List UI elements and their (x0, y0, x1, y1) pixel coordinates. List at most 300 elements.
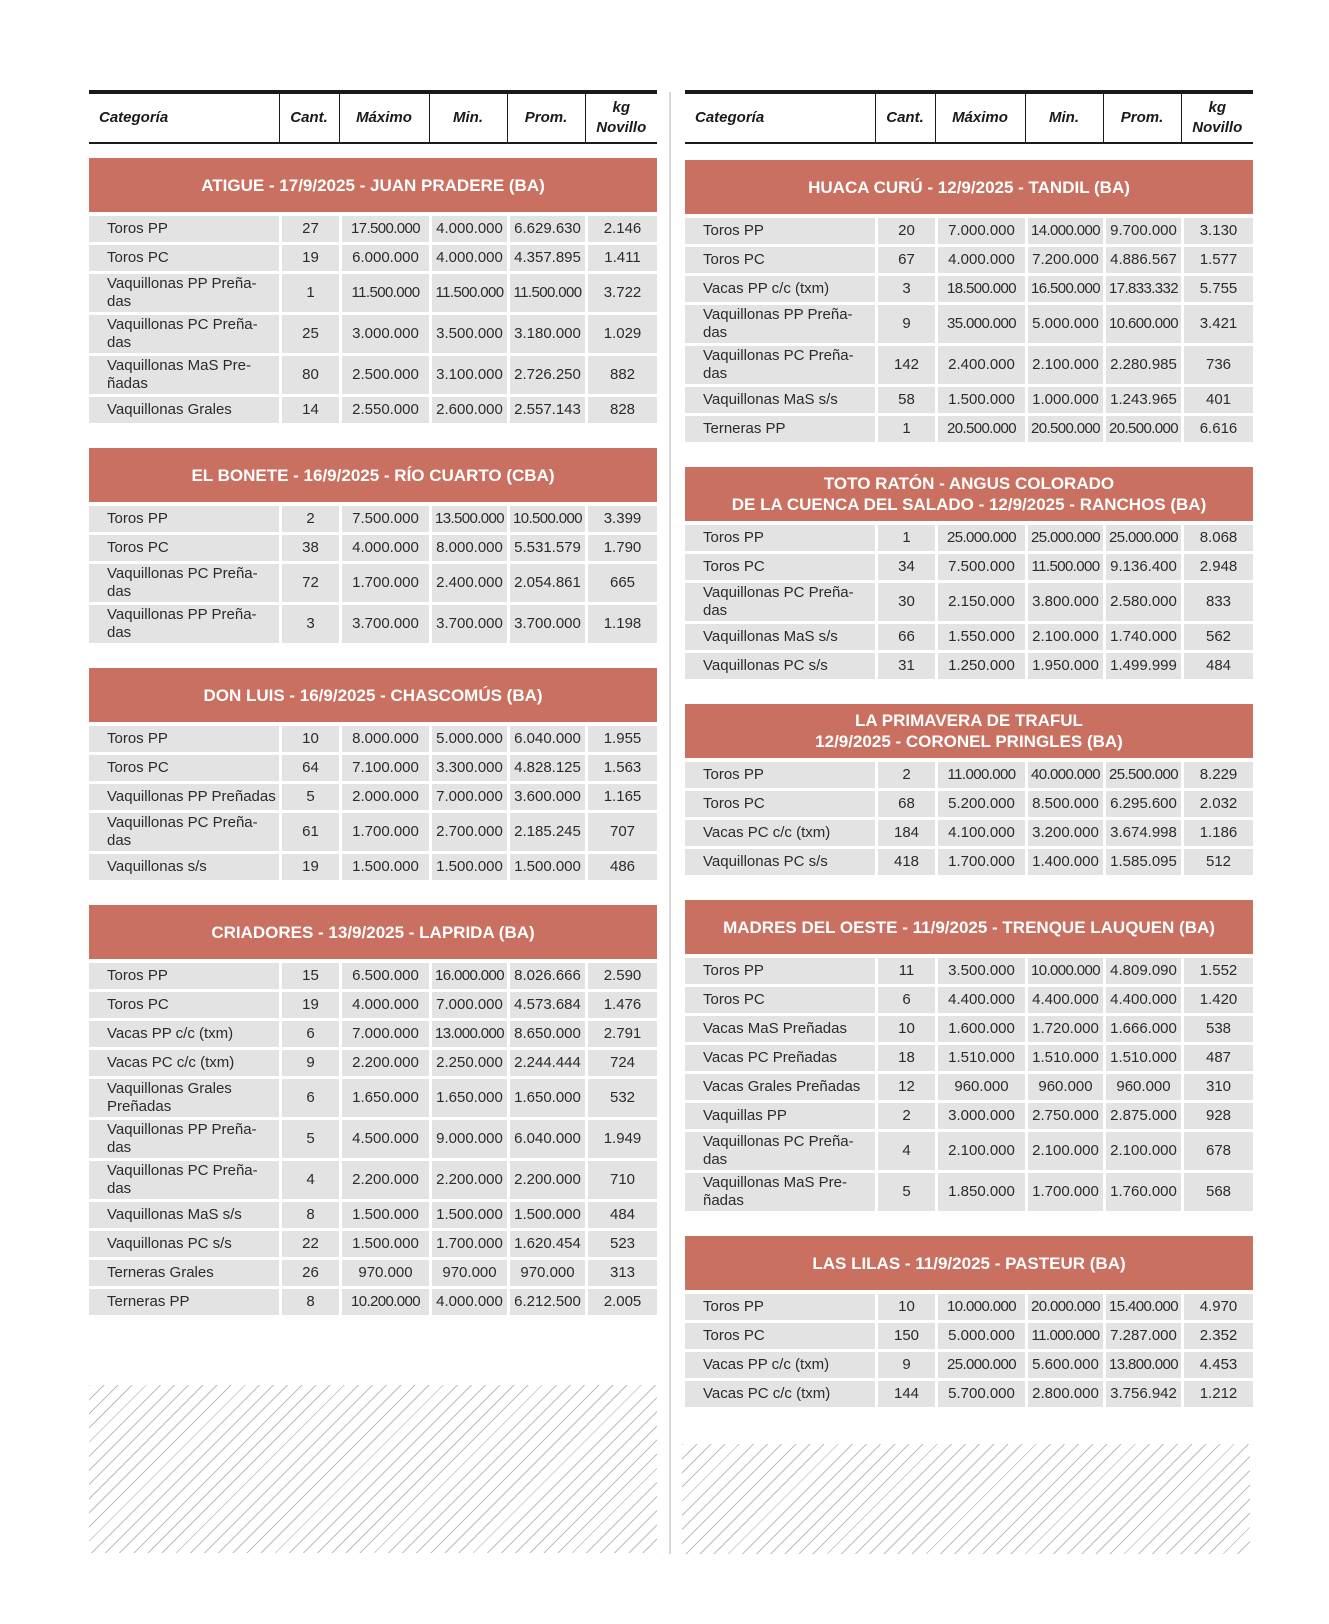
cell-prom: 15.400.000 (1103, 1294, 1181, 1320)
cell-categoria: Vacas PC Preñadas (685, 1045, 875, 1071)
table-row (685, 849, 1253, 875)
cell-maximo: 2.550.000 (339, 397, 429, 423)
cell-maximo: 25.000.000 (935, 525, 1025, 551)
cell-cant: 1 (875, 525, 935, 551)
cell-maximo: 3.000.000 (935, 1103, 1025, 1129)
table-row (685, 1132, 1253, 1170)
table-row (89, 535, 657, 561)
cell-maximo: 25.000.000 (935, 1352, 1025, 1378)
header-categoria: Categoría (695, 109, 765, 126)
cell-min: 2.250.000 (429, 1050, 507, 1076)
cell-cant: 80 (279, 356, 339, 394)
cell-categoria: Vacas PC c/c (txm) (685, 820, 875, 846)
cell-cant: 10 (875, 1294, 935, 1320)
table-row (685, 247, 1253, 273)
cell-cant: 66 (875, 624, 935, 650)
cell-kg-novillo: 310 (1181, 1074, 1253, 1100)
cell-kg-novillo: 8.229 (1181, 762, 1253, 788)
cell-min: 8.000.000 (429, 535, 507, 561)
column-header (685, 90, 1253, 144)
cell-maximo: 1.650.000 (339, 1079, 429, 1117)
cell-prom: 2.185.245 (507, 813, 585, 851)
cell-kg-novillo: 1.212 (1181, 1381, 1253, 1407)
cell-cant: 61 (279, 813, 339, 851)
cell-maximo: 3.700.000 (339, 605, 429, 643)
cell-min: 2.750.000 (1025, 1103, 1103, 1129)
right-sections (685, 160, 1253, 1410)
cell-cant: 15 (279, 963, 339, 989)
cell-min: 13.000.000 (429, 1021, 507, 1047)
header-prom: Prom. (1103, 92, 1181, 143)
cell-maximo: 3.000.000 (339, 315, 429, 353)
cell-cant: 18 (875, 1045, 935, 1071)
table-row (685, 583, 1253, 621)
cell-kg-novillo: 1.165 (585, 784, 657, 810)
cell-min: 8.500.000 (1025, 791, 1103, 817)
cell-prom: 1.510.000 (1103, 1045, 1181, 1071)
cell-min: 2.100.000 (1025, 346, 1103, 384)
table-row (685, 346, 1253, 384)
cell-categoria: Vaquillonas MaS Pre- ñadas (89, 356, 279, 394)
cell-maximo: 1.510.000 (935, 1045, 1025, 1071)
cell-prom: 1.650.000 (507, 1079, 585, 1117)
table-row (89, 274, 657, 312)
cell-maximo: 4.400.000 (935, 987, 1025, 1013)
cell-min: 5.600.000 (1025, 1352, 1103, 1378)
left-column (89, 90, 657, 1318)
cell-categoria: Toros PC (685, 987, 875, 1013)
cell-maximo: 1.250.000 (935, 653, 1025, 679)
cell-kg-novillo: 1.949 (585, 1120, 657, 1158)
cell-min: 1.650.000 (429, 1079, 507, 1117)
table-row (685, 525, 1253, 551)
cell-prom: 1.499.999 (1103, 653, 1181, 679)
cell-kg-novillo: 5.755 (1181, 276, 1253, 302)
cell-cant: 19 (279, 245, 339, 271)
cell-kg-novillo: 2.005 (585, 1289, 657, 1315)
cell-prom: 7.287.000 (1103, 1323, 1181, 1349)
cell-prom: 4.573.684 (507, 992, 585, 1018)
cell-kg-novillo: 4.453 (1181, 1352, 1253, 1378)
cell-maximo: 2.100.000 (935, 1132, 1025, 1170)
cell-maximo: 35.000.000 (935, 305, 1025, 343)
cell-prom: 3.756.942 (1103, 1381, 1181, 1407)
cell-prom: 2.875.000 (1103, 1103, 1181, 1129)
cell-prom: 1.760.000 (1103, 1173, 1181, 1211)
cell-min: 20.500.000 (1025, 416, 1103, 442)
cell-prom: 4.400.000 (1103, 987, 1181, 1013)
cell-categoria: Vacas PP c/c (txm) (89, 1021, 279, 1047)
table-row (685, 1103, 1253, 1129)
cell-prom: 6.040.000 (507, 1120, 585, 1158)
cell-maximo: 2.150.000 (935, 583, 1025, 621)
cell-cant: 1 (279, 274, 339, 312)
cell-kg-novillo: 828 (585, 397, 657, 423)
cell-min: 2.700.000 (429, 813, 507, 851)
cell-min: 5.000.000 (429, 726, 507, 752)
section-table (685, 522, 1253, 682)
cell-cant: 1 (875, 416, 935, 442)
cell-prom: 2.100.000 (1103, 1132, 1181, 1170)
cell-categoria: Toros PP (89, 726, 279, 752)
cell-categoria: Vacas PP c/c (txm) (685, 1352, 875, 1378)
cell-min: 7.200.000 (1025, 247, 1103, 273)
cell-cant: 9 (875, 305, 935, 343)
header-kg-novillo: kg Novillo (1181, 92, 1253, 143)
cell-cant: 10 (875, 1016, 935, 1042)
cell-min: 3.200.000 (1025, 820, 1103, 846)
cell-min: 20.000.000 (1025, 1294, 1103, 1320)
cell-cant: 68 (875, 791, 935, 817)
cell-prom: 25.500.000 (1103, 762, 1181, 788)
cell-prom: 1.620.454 (507, 1231, 585, 1257)
cell-categoria: Toros PC (89, 755, 279, 781)
cell-maximo: 6.000.000 (339, 245, 429, 271)
cell-prom: 2.280.985 (1103, 346, 1181, 384)
cell-prom: 3.674.998 (1103, 820, 1181, 846)
section-title-text: EL BONETE - 16/9/2025 - RÍO CUARTO (CBA) (191, 465, 555, 485)
cell-maximo: 18.500.000 (935, 276, 1025, 302)
cell-maximo: 6.500.000 (339, 963, 429, 989)
cell-categoria: Vaquillonas PP Preña- das (89, 1120, 279, 1158)
cell-categoria: Vaquillonas PC Preña- das (89, 1161, 279, 1199)
section-table (89, 723, 657, 883)
cell-min: 4.000.000 (429, 216, 507, 242)
cell-categoria: Vaquillonas PC Preña- das (89, 813, 279, 851)
table-row (89, 216, 657, 242)
cell-min: 1.700.000 (429, 1231, 507, 1257)
cell-kg-novillo: 1.552 (1181, 958, 1253, 984)
cell-cant: 144 (875, 1381, 935, 1407)
cell-min: 5.000.000 (1025, 305, 1103, 343)
cell-prom: 4.828.125 (507, 755, 585, 781)
cell-min: 2.100.000 (1025, 1132, 1103, 1170)
cell-maximo: 3.500.000 (935, 958, 1025, 984)
cell-kg-novillo: 1.420 (1181, 987, 1253, 1013)
cell-cant: 184 (875, 820, 935, 846)
cell-categoria: Vacas PC c/c (txm) (685, 1381, 875, 1407)
cell-min: 2.400.000 (429, 564, 507, 602)
cell-categoria: Terneras PP (685, 416, 875, 442)
cell-kg-novillo: 1.577 (1181, 247, 1253, 273)
cell-prom: 1.243.965 (1103, 387, 1181, 413)
cell-kg-novillo: 665 (585, 564, 657, 602)
table-row (685, 624, 1253, 650)
cell-kg-novillo: 1.955 (585, 726, 657, 752)
section-title-text: CRIADORES - 13/9/2025 - LAPRIDA (BA) (211, 922, 535, 942)
cell-cant: 10 (279, 726, 339, 752)
section-table (89, 503, 657, 646)
cell-maximo: 1.700.000 (339, 564, 429, 602)
cell-prom: 17.833.332 (1103, 276, 1181, 302)
hatched-filler (89, 1385, 657, 1553)
cell-maximo: 4.000.000 (339, 535, 429, 561)
cell-cant: 9 (279, 1050, 339, 1076)
section-table (685, 1291, 1253, 1410)
table-row (685, 791, 1253, 817)
column-divider (669, 92, 671, 1554)
table-row (89, 1161, 657, 1199)
cell-cant: 38 (279, 535, 339, 561)
table-row (685, 1045, 1253, 1071)
cell-kg-novillo: 2.791 (585, 1021, 657, 1047)
cell-maximo: 7.100.000 (339, 755, 429, 781)
cell-kg-novillo: 484 (1181, 653, 1253, 679)
cell-min: 40.000.000 (1025, 762, 1103, 788)
cell-maximo: 10.000.000 (935, 1294, 1025, 1320)
cell-kg-novillo: 2.146 (585, 216, 657, 242)
cell-maximo: 4.500.000 (339, 1120, 429, 1158)
table-row (89, 813, 657, 851)
cell-prom: 2.200.000 (507, 1161, 585, 1199)
cell-categoria: Vaquillonas PP Preña- das (89, 605, 279, 643)
cell-maximo: 5.200.000 (935, 791, 1025, 817)
table-row (89, 245, 657, 271)
auction-section (89, 668, 657, 883)
cell-kg-novillo: 538 (1181, 1016, 1253, 1042)
table-row (89, 1079, 657, 1117)
cell-categoria: Vaquillonas MaS s/s (685, 387, 875, 413)
cell-kg-novillo: 562 (1181, 624, 1253, 650)
cell-cant: 5 (279, 784, 339, 810)
cell-prom: 8.650.000 (507, 1021, 585, 1047)
cell-maximo: 7.500.000 (339, 506, 429, 532)
cell-cant: 30 (875, 583, 935, 621)
cell-maximo: 1.500.000 (339, 1202, 429, 1228)
cell-kg-novillo: 736 (1181, 346, 1253, 384)
cell-min: 2.600.000 (429, 397, 507, 423)
cell-maximo: 2.400.000 (935, 346, 1025, 384)
cell-kg-novillo: 1.563 (585, 755, 657, 781)
section-title (685, 467, 1253, 521)
cell-categoria: Toros PC (685, 247, 875, 273)
cell-cant: 2 (875, 762, 935, 788)
section-title (89, 905, 657, 959)
cell-categoria: Toros PP (89, 506, 279, 532)
section-title-text: ATIGUE - 17/9/2025 - JUAN PRADERE (BA) (201, 175, 545, 195)
cell-prom: 20.500.000 (1103, 416, 1181, 442)
cell-prom: 3.180.000 (507, 315, 585, 353)
cell-maximo: 20.500.000 (935, 416, 1025, 442)
cell-kg-novillo: 568 (1181, 1173, 1253, 1211)
section-title (89, 448, 657, 502)
table-row (89, 854, 657, 880)
cell-maximo: 960.000 (935, 1074, 1025, 1100)
auction-section (685, 160, 1253, 445)
section-title-text: DON LUIS - 16/9/2025 - CHASCOMÚS (BA) (203, 685, 543, 705)
cell-prom: 4.809.090 (1103, 958, 1181, 984)
cell-cant: 6 (875, 987, 935, 1013)
cell-maximo: 970.000 (339, 1260, 429, 1286)
cell-categoria: Vaquillonas MaS s/s (89, 1202, 279, 1228)
cell-categoria: Toros PP (685, 1294, 875, 1320)
cell-cant: 19 (279, 992, 339, 1018)
cell-categoria: Vaquillonas PC Preña- das (89, 315, 279, 353)
header-cant: Cant. (875, 92, 935, 143)
section-table (685, 759, 1253, 878)
table-row (89, 726, 657, 752)
cell-categoria: Vaquillonas PC s/s (685, 653, 875, 679)
cell-prom: 13.800.000 (1103, 1352, 1181, 1378)
header-cant: Cant. (279, 92, 339, 143)
section-title (685, 900, 1253, 954)
cell-cant: 418 (875, 849, 935, 875)
cell-min: 4.000.000 (429, 1289, 507, 1315)
cell-min: 1.700.000 (1025, 1173, 1103, 1211)
cell-cant: 8 (279, 1202, 339, 1228)
cell-categoria: Vaquillonas PC Preña- das (685, 346, 875, 384)
table-row (685, 1381, 1253, 1407)
section-title-text: LAS LILAS - 11/9/2025 - PASTEUR (BA) (812, 1253, 1126, 1273)
table-row (89, 1260, 657, 1286)
table-row (89, 605, 657, 643)
table-row (685, 820, 1253, 846)
cell-cant: 6 (279, 1021, 339, 1047)
table-row (89, 1231, 657, 1257)
cell-min: 9.000.000 (429, 1120, 507, 1158)
cell-prom: 2.054.861 (507, 564, 585, 602)
cell-prom: 4.357.895 (507, 245, 585, 271)
cell-maximo: 17.500.000 (339, 216, 429, 242)
cell-maximo: 1.850.000 (935, 1173, 1025, 1211)
column-header (89, 90, 657, 144)
cell-prom: 6.295.600 (1103, 791, 1181, 817)
section-title (89, 668, 657, 722)
section-table (89, 213, 657, 426)
cell-maximo: 7.500.000 (935, 554, 1025, 580)
section-title (685, 1236, 1253, 1290)
cell-min: 2.800.000 (1025, 1381, 1103, 1407)
cell-cant: 72 (279, 564, 339, 602)
cell-kg-novillo: 2.352 (1181, 1323, 1253, 1349)
cell-maximo: 4.000.000 (935, 247, 1025, 273)
table-row (685, 958, 1253, 984)
table-row (89, 755, 657, 781)
cell-maximo: 10.200.000 (339, 1289, 429, 1315)
cell-maximo: 2.500.000 (339, 356, 429, 394)
cell-maximo: 2.000.000 (339, 784, 429, 810)
cell-kg-novillo: 8.068 (1181, 525, 1253, 551)
table-row (89, 963, 657, 989)
table-row (685, 416, 1253, 442)
cell-cant: 150 (875, 1323, 935, 1349)
cell-cant: 67 (875, 247, 935, 273)
cell-kg-novillo: 928 (1181, 1103, 1253, 1129)
table-row (89, 992, 657, 1018)
header-min: Min. (1025, 92, 1103, 143)
cell-min: 11.000.000 (1025, 1323, 1103, 1349)
table-row (89, 1050, 657, 1076)
cell-min: 960.000 (1025, 1074, 1103, 1100)
cell-cant: 8 (279, 1289, 339, 1315)
cell-kg-novillo: 1.198 (585, 605, 657, 643)
cell-kg-novillo: 401 (1181, 387, 1253, 413)
cell-kg-novillo: 313 (585, 1260, 657, 1286)
table-row (685, 762, 1253, 788)
cell-prom: 960.000 (1103, 1074, 1181, 1100)
cell-min: 16.000.000 (429, 963, 507, 989)
cell-maximo: 1.700.000 (339, 813, 429, 851)
table-row (89, 315, 657, 353)
section-title-text: TOTO RATÓN - ANGUS COLORADO DE LA CUENCA DEL SALADO - 12/9/2025 - RANCHOS (BA) (731, 474, 1207, 514)
cell-prom: 3.600.000 (507, 784, 585, 810)
cell-cant: 58 (875, 387, 935, 413)
cell-min: 7.000.000 (429, 992, 507, 1018)
cell-cant: 6 (279, 1079, 339, 1117)
cell-min: 3.800.000 (1025, 583, 1103, 621)
cell-categoria: Vaquillas PP (685, 1103, 875, 1129)
auction-section (685, 704, 1253, 878)
table-row (89, 1289, 657, 1315)
cell-prom: 2.580.000 (1103, 583, 1181, 621)
cell-kg-novillo: 678 (1181, 1132, 1253, 1170)
cell-categoria: Toros PP (685, 218, 875, 244)
cell-categoria: Toros PP (685, 958, 875, 984)
cell-maximo: 4.000.000 (339, 992, 429, 1018)
cell-kg-novillo: 486 (585, 854, 657, 880)
table-row (89, 397, 657, 423)
cell-prom: 6.212.500 (507, 1289, 585, 1315)
cell-maximo: 7.000.000 (935, 218, 1025, 244)
cell-prom: 3.700.000 (507, 605, 585, 643)
cell-cant: 20 (875, 218, 935, 244)
hatched-filler (682, 1444, 1250, 1554)
cell-cant: 9 (875, 1352, 935, 1378)
table-row (685, 1074, 1253, 1100)
cell-kg-novillo: 2.590 (585, 963, 657, 989)
section-title (685, 704, 1253, 758)
cell-min: 3.500.000 (429, 315, 507, 353)
cell-maximo: 11.000.000 (935, 762, 1025, 788)
cell-categoria: Vaquillonas Grales Preñadas (89, 1079, 279, 1117)
cell-min: 2.100.000 (1025, 624, 1103, 650)
section-title-text: MADRES DEL OESTE - 11/9/2025 - TRENQUE LAUQUEN (BA) (723, 917, 1215, 937)
cell-min: 1.000.000 (1025, 387, 1103, 413)
cell-min: 10.000.000 (1025, 958, 1103, 984)
cell-kg-novillo: 1.029 (585, 315, 657, 353)
cell-kg-novillo: 833 (1181, 583, 1253, 621)
cell-prom: 9.700.000 (1103, 218, 1181, 244)
cell-min: 3.300.000 (429, 755, 507, 781)
header-maximo: Máximo (339, 92, 429, 143)
cell-prom: 970.000 (507, 1260, 585, 1286)
cell-cant: 4 (279, 1161, 339, 1199)
cell-min: 13.500.000 (429, 506, 507, 532)
cell-prom: 1.500.000 (507, 854, 585, 880)
cell-kg-novillo: 3.722 (585, 274, 657, 312)
table-row (89, 564, 657, 602)
table-row (685, 305, 1253, 343)
table-row (685, 554, 1253, 580)
cell-categoria: Vaquillonas PC Preña- das (89, 564, 279, 602)
cell-maximo: 8.000.000 (339, 726, 429, 752)
cell-kg-novillo: 512 (1181, 849, 1253, 875)
cell-prom: 1.666.000 (1103, 1016, 1181, 1042)
cell-categoria: Terneras PP (89, 1289, 279, 1315)
cell-maximo: 5.000.000 (935, 1323, 1025, 1349)
cell-cant: 31 (875, 653, 935, 679)
cell-min: 1.950.000 (1025, 653, 1103, 679)
cell-prom: 9.136.400 (1103, 554, 1181, 580)
cell-categoria: Toros PC (685, 791, 875, 817)
cell-categoria: Vaquillonas PC s/s (685, 849, 875, 875)
table-row (89, 506, 657, 532)
table-row (685, 1294, 1253, 1320)
cell-categoria: Toros PC (685, 554, 875, 580)
cell-cant: 25 (279, 315, 339, 353)
cell-kg-novillo: 707 (585, 813, 657, 851)
section-title-text: LA PRIMAVERA DE TRAFUL 12/9/2025 - CORONEL PRINGLES (BA) (815, 711, 1123, 751)
